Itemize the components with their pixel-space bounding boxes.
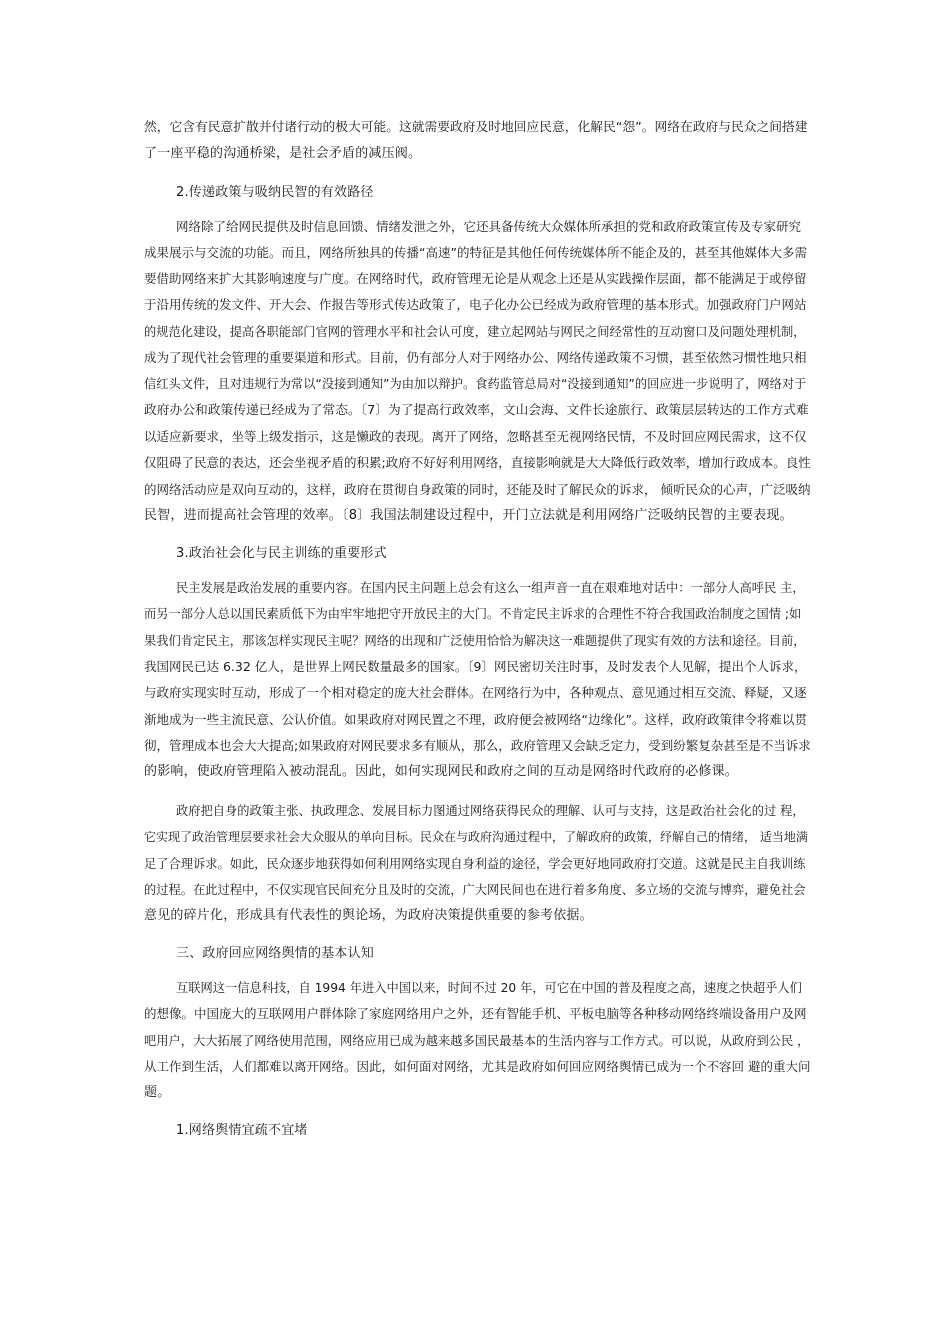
text-line: 政府把自身的政策主张、执政理念、发展目标力图通过网络获得民众的理解、认可与支持，这是政治社会化的过 程， [176, 804, 805, 818]
text-line: 了一座平稳的沟通桥梁，是社会矛盾的减压阀。 [144, 146, 422, 161]
text-line: 互联网这一信息科技，自 1994 年进入中国以来，时间不过 20 年，可它在中国的普及程度之高，速度之快超乎人们 [176, 981, 802, 995]
text-line: 意见的碎片化，形成具有代表性的舆论场，为政府决策提供重要的参考依据。 [144, 908, 593, 923]
text-line: 于沿用传统的发文件、开大会、作报告等形式传达政策了，电子化办公已经成为政府管理的基本形式。加强政府门户网站 [144, 297, 807, 312]
text-line: 民主发展是政治发展的重要内容。在国内民主问题上总会有这么一组声音一直在艰难地对话中：一部分人高呼民 主， [176, 581, 805, 595]
text-line: 信红头文件，且对违规行为常以“没接到通知”为由加以辩护。食药监管总局对“没接到通知”的回应进一步说明了，网络对于 [144, 377, 807, 391]
text-line: 它实现了政治管理层要求社会大众服从的单向目标。民众在与政府沟通过程中，了解政府的政策，纾解自己的情绪， 适当地满 [144, 830, 808, 844]
text-line: 果我们肯定民主，那该怎样实现民主呢？网络的出现和广泛使用恰恰为解决这一难题提供了现实有效的方法和途径。目前， [144, 634, 806, 648]
text-line: 的过程。在此过程中，不仅实现官民间充分且及时的交流，广大网民间也在进行着多角度、多立场的交流与博弈，避免社会 [144, 883, 806, 897]
text-line: 题。 [144, 1085, 171, 1100]
text-line: 仅阻碍了民意的表达，还会坐视矛盾的积累;政府不好好利用网络，直接影响就是大大降低行政效率，增加行政成本。良性 [144, 455, 811, 470]
text-line: 从工作到生活，人们都难以离开网络。因此，如何面对网络，尤其是政府如何回应网络舆情已成为一个不容回 避的重大问 [144, 1059, 811, 1074]
text-line: 彻，管理成本也会大大提高;如果政府对网民要求多有顺从，那么，政府管理又会缺乏定力，受到纷繁复杂甚至是不当诉求 [144, 738, 811, 753]
section-heading: 3.政治社会化与民主训练的重要形式 [176, 546, 387, 561]
text-line: 而另一部分人总以国民素质低下为由牢牢地把守开放民主的大门。不肯定民主诉求的合理性不符合我国政治制度之国情 ;如 [144, 607, 802, 621]
text-line: 网络除了给网民提供及时信息回馈、情绪发泄之外，它还具备传统大众媒体所承担的党和政府政策宣传及专家研究 [176, 219, 802, 234]
section-heading: 1.网络舆情宜疏不宜堵 [176, 1123, 308, 1138]
text-line: 政府办公和政策传递已经成为了常态。〔7〕为了提高行政效率，文山会海、文件长途旅行、政策层层转达的工作方式难 [144, 403, 809, 418]
text-line: 的规范化建设，提高各职能部门官网的管理水平和社会认可度，建立起网站与网民之间经常性的互动窗口及问题处理机制， [144, 325, 806, 339]
text-line: 的网络活动应是双向互动的，这样，政府在贯彻自身政策的同时，还能及时了解民众的诉求， 倾听民众的心声，广泛吸纳 [144, 482, 811, 497]
text-line: 然，它含有民意扩散并付诸行动的极大可能。这就需要政府及时地回应民意，化解民“怨”。网络在政府与民众之间搭建 [144, 120, 808, 135]
text-line: 我国网民已达 6.32 亿人，是世界上网民数量最多的国家。〔9〕网民密切关注时事，及时发表个人见解，提出个人诉求， [144, 659, 807, 674]
text-line: 足了合理诉求。如此，民众逐步地获得如何利用网络实现自身利益的途径，学会更好地同政府打交道。这就是民主自我训练 [144, 857, 806, 871]
text-line: 成为了现代社会管理的重要渠道和形式。目前，仍有部分人对于网络办公、网络传递政策不习惯，甚至依然习惯性地只相 [144, 350, 807, 365]
text-line: 吧用户，大大拓展了网络使用范围，网络应用已成为越来越多国民最基本的生活内容与工作方式。可以说，从政府到公民 ， [144, 1034, 810, 1048]
text-line: 要借助网络来扩大其影响速度与广度。在网络时代，政府管理无论是从观念上还是从实践操作层面，都不能满足于或停留 [144, 271, 807, 286]
section-heading: 三、政府回应网络舆情的基本认知 [176, 946, 375, 961]
text-line: 渐地成为一些主流民意、公认价值。如果政府对网民置之不理，政府便会被网络“边缘化”。这样，政府政策律令将难以贯 [144, 712, 807, 727]
text-line: 的影响，使政府管理陷入被动混乱。因此，如何实现网民和政府之间的互动是网络时代政府的必修课。 [144, 764, 739, 779]
text-line: 以适应新要求，坐等上级发指示，这是懒政的表现。离开了网络，忽略甚至无视网络民情，不及时回应网民需求，这不仅 [144, 429, 807, 444]
text-line: 与政府实现实时互动，形成了一个相对稳定的庞大社会群体。在网络行为中，各种观点、意见通过相互交流、释疑，又逐 [144, 685, 807, 700]
text-line: 成果展示与交流的功能。而且，网络所独具的传播“高速”的特征是其他任何传统媒体所不能企及的，甚至其他媒体大多需 [144, 245, 807, 260]
text-line: 民智，进而提高社会管理的效率。〔8〕我国法制建设过程中，开门立法就是利用网络广泛吸纳民智的主要表现。 [144, 508, 793, 523]
text-line: 的想像。中国庞大的互联网用户群体除了家庭网络用户之外，还有智能手机、平板电脑等各种移动网络终端设备用户及网 [144, 1006, 807, 1021]
section-heading: 2.传递政策与吸纳民智的有效路径 [176, 185, 374, 200]
